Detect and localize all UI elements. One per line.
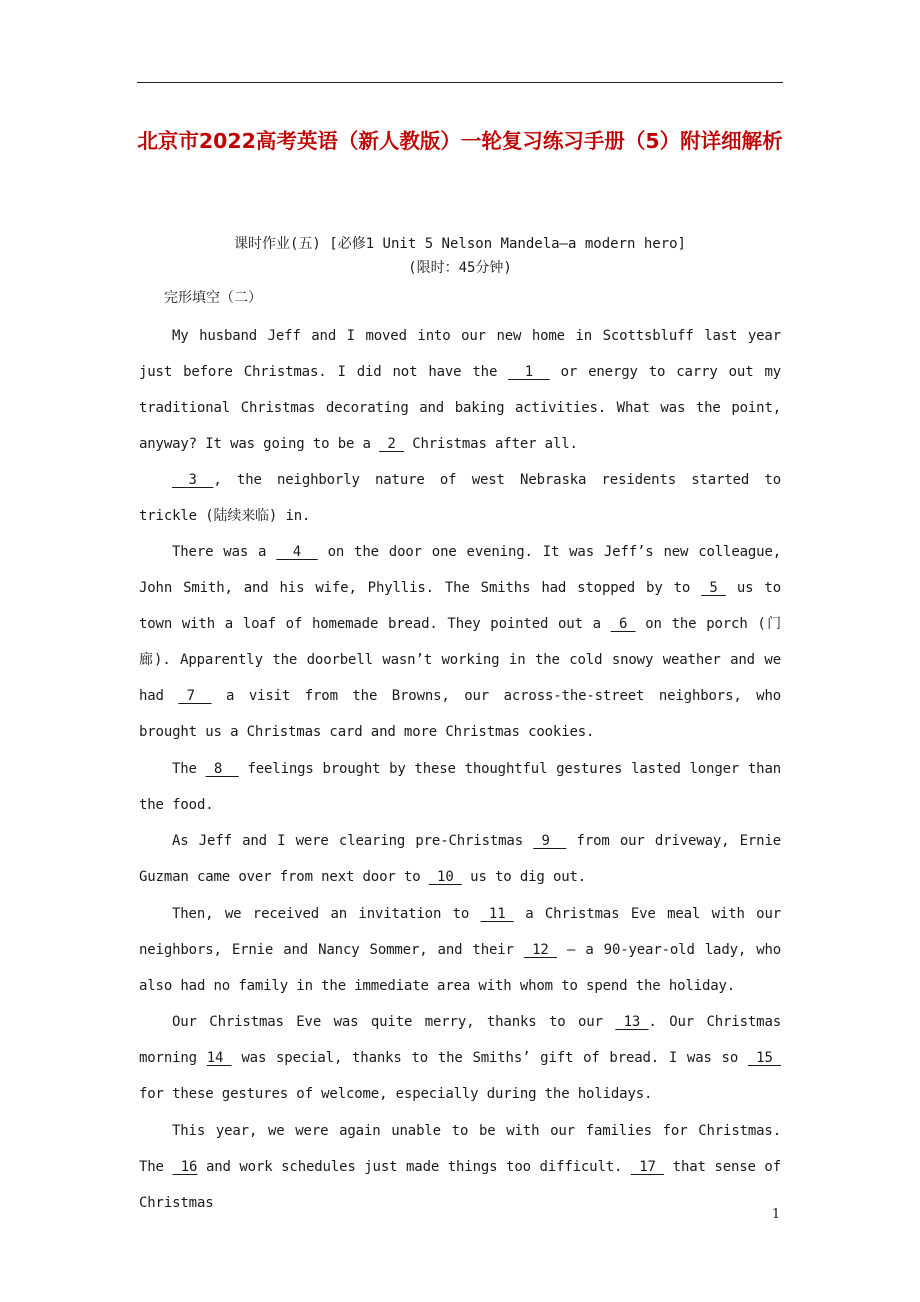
paragraph-1: My husband Jeff and I moved into our new home in Scottsbluff last year just before Christmas. I did not have the 1 or energy to carry out my traditional Christmas decorating and baking activities. What was the point, anyway? It was going to be a 2 Christmas after all. bbox=[139, 318, 781, 462]
page-title: 北京市2022高考英语（新人教版）一轮复习练习手册（5）附详细解析 bbox=[137, 129, 783, 153]
paragraph-3: There was a 4 on the door one evening. It was Jeff’s new colleague, John Smith, and his wife, Phyllis. The Smiths had stopped by to 5 us to town with a loaf of homemade bread. They pointed out a 6 on the porch (门廊). Apparently the doorbell wasn’t working in the cold snowy weather and we had 7 a visit from the Browns, our across-the-street neighbors, who brought us a Christmas card and more Christmas cookies. bbox=[139, 534, 781, 751]
blank-6[interactable]: 6 bbox=[610, 616, 636, 633]
blank-4[interactable]: 4 bbox=[276, 544, 318, 560]
blank-14[interactable]: 14 bbox=[206, 1050, 232, 1067]
time-limit: (限时：45分钟) bbox=[408, 260, 512, 276]
blank-10[interactable]: 10 bbox=[428, 869, 462, 886]
blank-8[interactable]: 8 bbox=[205, 761, 239, 777]
blank-2[interactable]: 2 bbox=[379, 436, 404, 453]
blank-15[interactable]: 15 bbox=[747, 1050, 782, 1067]
blank-5[interactable]: 5 bbox=[701, 580, 726, 597]
paragraph-4: The 8 feelings brought by these thoughtful gestures lasted longer than the food. bbox=[139, 751, 781, 823]
blank-12[interactable]: 12 bbox=[523, 942, 557, 959]
blank-3[interactable]: 3 bbox=[172, 472, 214, 488]
paragraph-2: 3 , the neighborly nature of west Nebraska residents started to trickle (陆续来临) in. bbox=[139, 462, 781, 534]
assignment-unit: 课时作业(五) [必修1 Unit 5 Nelson Mandela—a modern hero] bbox=[233, 236, 686, 252]
paragraph-7: Our Christmas Eve was quite merry, thanks to our 13 . Our Christmas morning 14 was special, thanks to the Smiths’ gift of bread. I was so 15 for these gestures of welcome, especially during the holidays. bbox=[139, 1004, 781, 1112]
blank-16[interactable]: 16 bbox=[172, 1159, 198, 1176]
blank-1[interactable]: 1 bbox=[508, 364, 550, 381]
blank-17[interactable]: 17 bbox=[630, 1159, 665, 1176]
assignment-subtitle bbox=[137, 232, 783, 280]
paragraph-6: Then, we received an invitation to 11 a Christmas Eve meal with our neighbors, Ernie and Nancy Sommer, and their 12 — a 90-year-old lady, who also had no family in the immediate area with whom to spend the holiday. bbox=[139, 896, 781, 1004]
section-heading: 完形填空（二） bbox=[164, 290, 262, 306]
blank-7[interactable]: 7 bbox=[178, 688, 212, 705]
blank-9[interactable]: 9 bbox=[533, 833, 567, 849]
blank-11[interactable]: 11 bbox=[480, 906, 514, 922]
page-number: 1 bbox=[771, 1207, 781, 1222]
paragraph-5: As Jeff and I were clearing pre-Christmas 9 from our driveway, Ernie Guzman came over from next door to 10 us to dig out. bbox=[139, 823, 781, 895]
blank-13[interactable]: 13 bbox=[615, 1014, 649, 1030]
header-rule bbox=[137, 82, 783, 83]
paragraph-8: This year, we were again unable to be with our families for Christmas. The 16 and work schedules just made things too difficult. 17 that sense of Christmas bbox=[139, 1123, 781, 1212]
